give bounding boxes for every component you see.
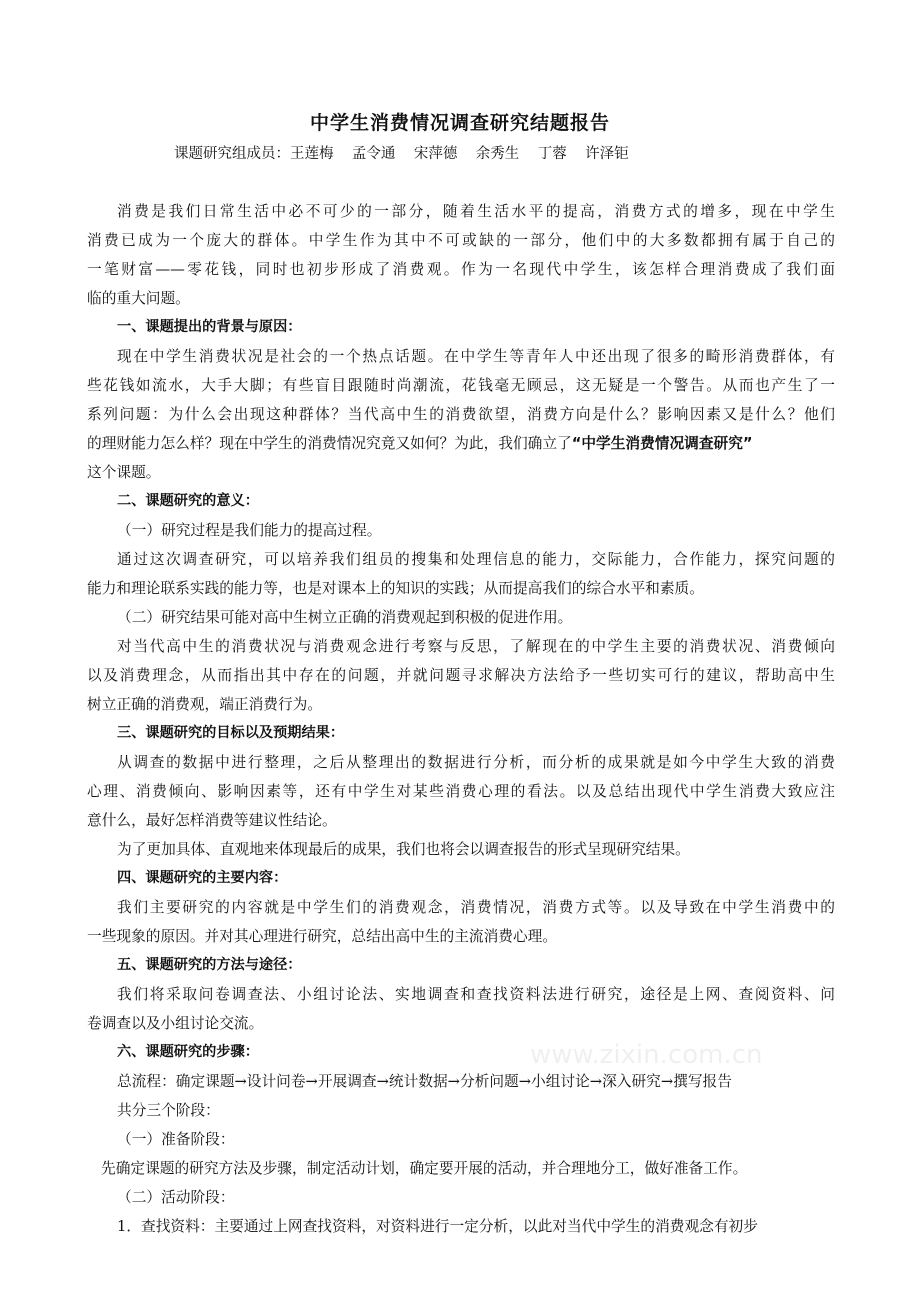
stage-1-text: 先确定课题的研究方法及步骤，制定活动计划，确定要开展的活动，并合理地分工，做好准备工作。 bbox=[101, 1160, 748, 1177]
s1-topic-name: “中学生消费情况调查研究” bbox=[571, 435, 753, 452]
stage-2-item-1: 1．查找资料：主要通过上网查找资料，对资料进行一定分析，以此对当代中学生的消费观念有初步 bbox=[117, 1218, 758, 1235]
watermark: www.zixin.com.cn bbox=[530, 1040, 763, 1070]
stages-intro: 共分三个阶段： bbox=[117, 1102, 220, 1119]
intro-line: 消费是我们日常生活中必不可少的一部分，随着生活水平的提高，消费方式的增多，现在中学生 bbox=[117, 203, 835, 220]
s2-line: 通过这次调查研究，可以培养我们组员的搜集和处理信息的能力，交际能力，合作能力，探究问题的 bbox=[117, 551, 835, 568]
section-heading-5: 五、课题研究的方法与途径： bbox=[117, 957, 302, 973]
s1-line: 些花钱如流水，大手大脚；有些盲目跟随时尚潮流，花钱毫无顾忌，这无疑是一个警告。从而也产生了一 bbox=[87, 377, 835, 394]
stage-1-heading: （一）准备阶段： bbox=[117, 1131, 235, 1148]
s3-line: 心理、消费倾向、影响因素等，还有中学生对某些消费心理的看法。以及总结出现代中学生消费大致应注 bbox=[87, 783, 835, 800]
s2-line: 能力和理论联系实践的能力等，也是对课本上的知识的实践；从而提高我们的综合水平和素质。 bbox=[87, 580, 704, 597]
s2-subheading-2: （二）研究结果可能对高中生树立正确的消费观起到积极的促进作用。 bbox=[117, 609, 573, 626]
section-heading-6: 六、课题研究的步骤： bbox=[117, 1044, 259, 1060]
s1-line bbox=[87, 429, 835, 458]
s5-line: 卷调查以及小组讨论交流。 bbox=[87, 1015, 264, 1032]
section-heading-2: 二、课题研究的意义： bbox=[117, 493, 259, 509]
s3-line: 意什么，最好怎样消费等建议性结论。 bbox=[87, 812, 337, 829]
stage-2-heading: （二）活动阶段： bbox=[117, 1189, 235, 1206]
report-body bbox=[87, 197, 835, 1241]
section-heading-3: 三、课题研究的目标以及预期结果： bbox=[117, 725, 345, 741]
overall-flow: 总流程：确定课题→设计问卷→开展调查→统计数据→分析问题→小组讨论→深入研究→撰写报告 bbox=[117, 1073, 732, 1090]
s3-line: 从调查的数据中进行整理，之后从整理出的数据进行分析，而分析的成果就是如今中学生大致的消费 bbox=[117, 754, 835, 771]
s1-line: 现在中学生消费状况是社会的一个热点话题。在中学生等青年人中还出现了很多的畸形消费群体，有 bbox=[117, 348, 835, 365]
research-members: 课题研究组成员：王莲梅 孟令通 宋萍德 余秀生 丁蓉 许泽钜 bbox=[174, 146, 629, 162]
intro-line: 一笔财富——零花钱，同时也初步形成了消费观。作为一名现代中学生，该怎样合理消费成了我们面 bbox=[87, 261, 835, 278]
s4-line: 一些现象的原因。并对其心理进行研究，总结出高中生的主流消费心理。 bbox=[87, 928, 558, 945]
s2-subheading-1: （一）研究过程是我们能力的提高过程。 bbox=[117, 522, 382, 539]
s1-line: 系列问题：为什么会出现这种群体？当代高中生的消费欲望，消费方向是什么？影响因素又是什么？他们 bbox=[87, 406, 835, 423]
intro-line: 消费已成为一个庞大的群体。中学生作为其中不可或缺的一部分，他们中的大多数都拥有属于自己的 bbox=[87, 232, 835, 249]
s2-line: 树立正确的消费观，端正消费行为。 bbox=[87, 696, 323, 713]
section-heading-4: 四、课题研究的主要内容： bbox=[117, 870, 288, 886]
s2-line: 以及消费理念，从而指出其中存在的问题，并就问题寻求解决方法给予一些切实可行的建议，帮助高中生 bbox=[87, 667, 835, 684]
report-title: 中学生消费情况调查研究结题报告 bbox=[309, 112, 610, 134]
s2-line: 对当代高中生的消费状况与消费观念进行考察与反思，了解现在的中学生主要的消费状况、消费倾向 bbox=[117, 638, 835, 655]
s5-line: 我们将采取问卷调查法、小组讨论法、实地调查和查找资料法进行研究，途径是上网、查阅资料、问 bbox=[117, 986, 835, 1003]
s4-line: 我们主要研究的内容就是中学生们的消费观念，消费情况，消费方式等。以及导致在中学生消费中的 bbox=[117, 899, 835, 916]
s1-line: 这个课题。 bbox=[87, 464, 161, 481]
intro-line: 临的重大问题。 bbox=[87, 290, 190, 307]
s3-line: 为了更加具体、直观地来体现最后的成果，我们也将会以调查报告的形式呈现研究结果。 bbox=[117, 841, 690, 858]
s1-line-text: 的理财能力怎么样？现在中学生的消费情况究竟又如何？为此，我们确立了 bbox=[87, 435, 572, 452]
section-heading-1: 一、课题提出的背景与原因： bbox=[117, 319, 302, 335]
